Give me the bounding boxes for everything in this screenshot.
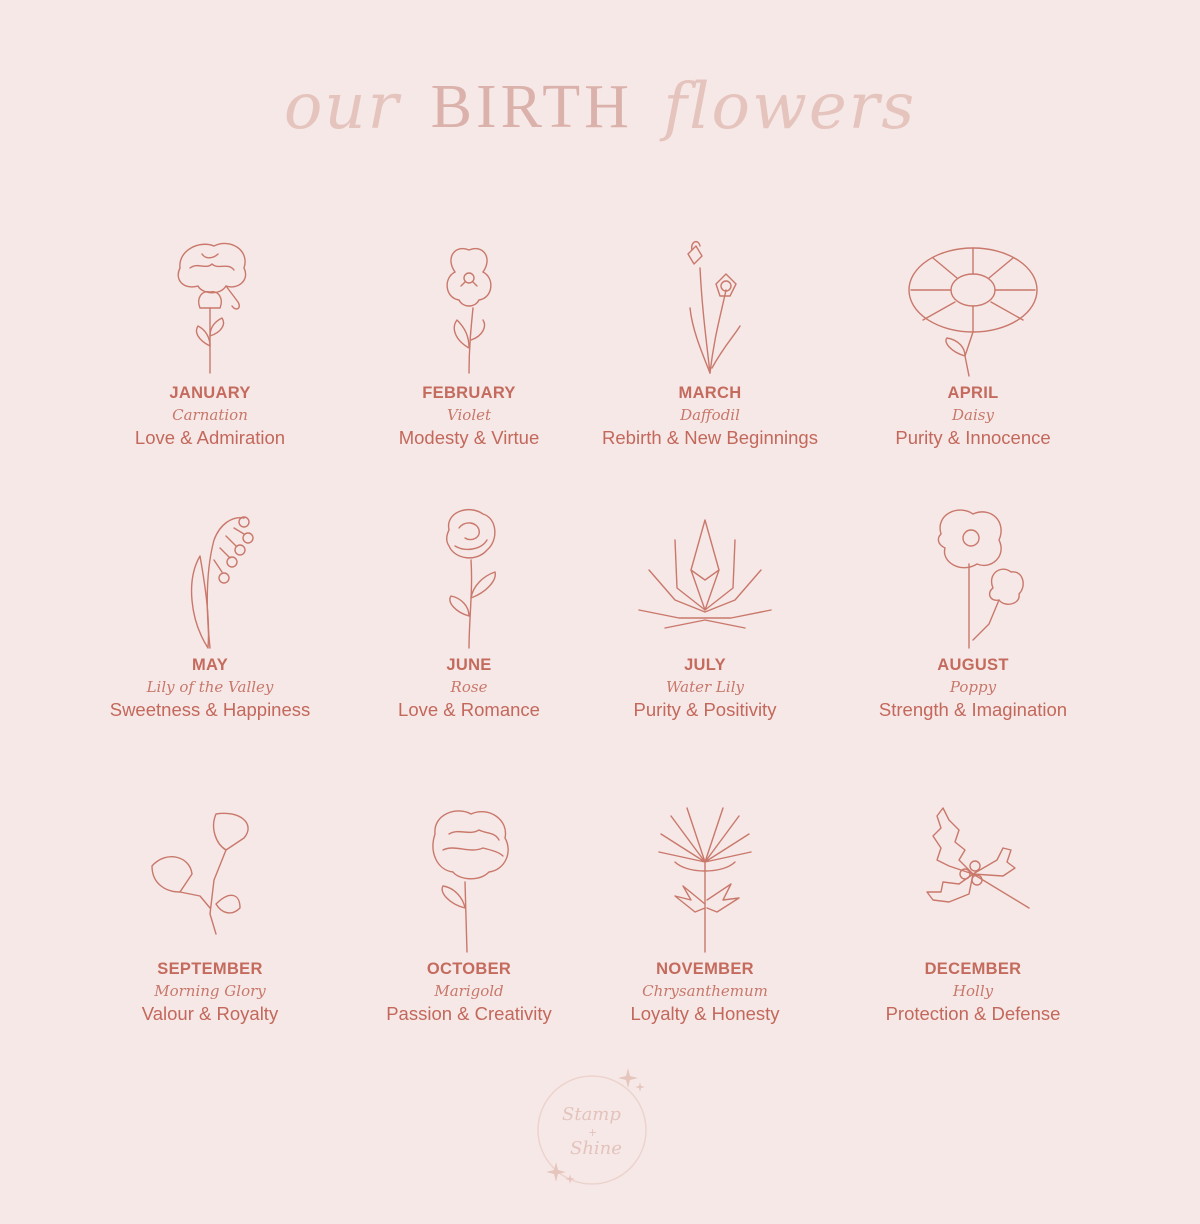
- flower-name: Poppy: [949, 678, 997, 696]
- logo-line3: Shine: [570, 1138, 622, 1159]
- flower-card-july: [565, 500, 845, 722]
- month-label: AUGUST: [937, 656, 1009, 674]
- flower-name: Violet: [446, 406, 492, 424]
- flower-name: Daisy: [952, 406, 994, 424]
- daisy-icon: [903, 228, 1043, 378]
- chrysanthemum-icon: [635, 804, 775, 954]
- month-label: MAY: [191, 656, 229, 674]
- flower-name: Lily of the Valley: [146, 678, 274, 696]
- water-lily-icon: [635, 500, 775, 650]
- page-title: [0, 70, 1200, 190]
- brand-logo: [530, 1062, 660, 1192]
- flower-card-august: [833, 500, 1113, 722]
- flower-name: Marigold: [434, 982, 504, 1000]
- flower-card-september: [70, 804, 350, 1026]
- carnation-icon: [140, 228, 280, 378]
- month-label: JULY: [684, 656, 726, 674]
- title-suffix: flowers: [663, 70, 917, 144]
- poppy-icon: [903, 500, 1043, 650]
- flower-card-march: [570, 228, 850, 450]
- flower-meaning: Love & Admiration: [134, 427, 286, 448]
- daffodil-icon: [640, 228, 780, 378]
- flower-meaning: Love & Romance: [398, 699, 540, 720]
- month-label: APRIL: [947, 384, 999, 402]
- month-label: NOVEMBER: [656, 960, 754, 978]
- flower-name: Morning Glory: [154, 982, 266, 1000]
- flower-card-may: [70, 500, 350, 722]
- flower-card-december: [833, 804, 1113, 1026]
- marigold-icon: [399, 804, 539, 954]
- logo-line2: +: [588, 1126, 598, 1139]
- flower-meaning: Sweetness & Happiness: [109, 699, 311, 720]
- flower-name: Rose: [450, 678, 488, 696]
- flower-meaning: Valour & Royalty: [141, 1003, 279, 1024]
- logo-line1: Stamp: [562, 1104, 621, 1125]
- flower-name: Chrysanthemum: [642, 982, 768, 1000]
- month-label: FEBRUARY: [422, 384, 516, 402]
- title-main: BIRTH: [430, 72, 633, 141]
- flower-card-january: [70, 228, 350, 450]
- violet-icon: [399, 228, 539, 378]
- flower-meaning: Purity & Innocence: [895, 427, 1051, 448]
- month-label: JUNE: [446, 656, 492, 674]
- flower-meaning: Modesty & Virtue: [398, 427, 540, 448]
- flower-name: Holly: [952, 982, 994, 1000]
- flower-name: Carnation: [172, 406, 248, 424]
- flower-meaning: Loyalty & Honesty: [630, 1003, 780, 1024]
- flower-meaning: Rebirth & New Beginnings: [602, 427, 818, 448]
- month-label: SEPTEMBER: [157, 960, 263, 978]
- flower-meaning: Protection & Defense: [885, 1003, 1061, 1024]
- month-label: MARCH: [678, 384, 742, 402]
- flower-card-november: [565, 804, 845, 1026]
- month-label: DECEMBER: [924, 960, 1022, 978]
- holly-icon: [903, 804, 1043, 954]
- flower-meaning: Purity & Positivity: [633, 699, 777, 720]
- logo-ring-icon: [530, 1062, 660, 1192]
- lily-of-the-valley-icon: [140, 500, 280, 650]
- title-prefix: our: [283, 70, 401, 144]
- flower-card-february: [329, 228, 609, 450]
- morning-glory-icon: [140, 804, 280, 954]
- flower-meaning: Strength & Imagination: [878, 699, 1068, 720]
- flower-meaning: Passion & Creativity: [386, 1003, 552, 1024]
- flower-name: Daffodil: [680, 406, 740, 424]
- month-label: JANUARY: [169, 384, 251, 402]
- month-label: OCTOBER: [426, 960, 512, 978]
- flower-card-april: [833, 228, 1113, 450]
- rose-icon: [399, 500, 539, 650]
- flower-name: Water Lily: [666, 678, 744, 696]
